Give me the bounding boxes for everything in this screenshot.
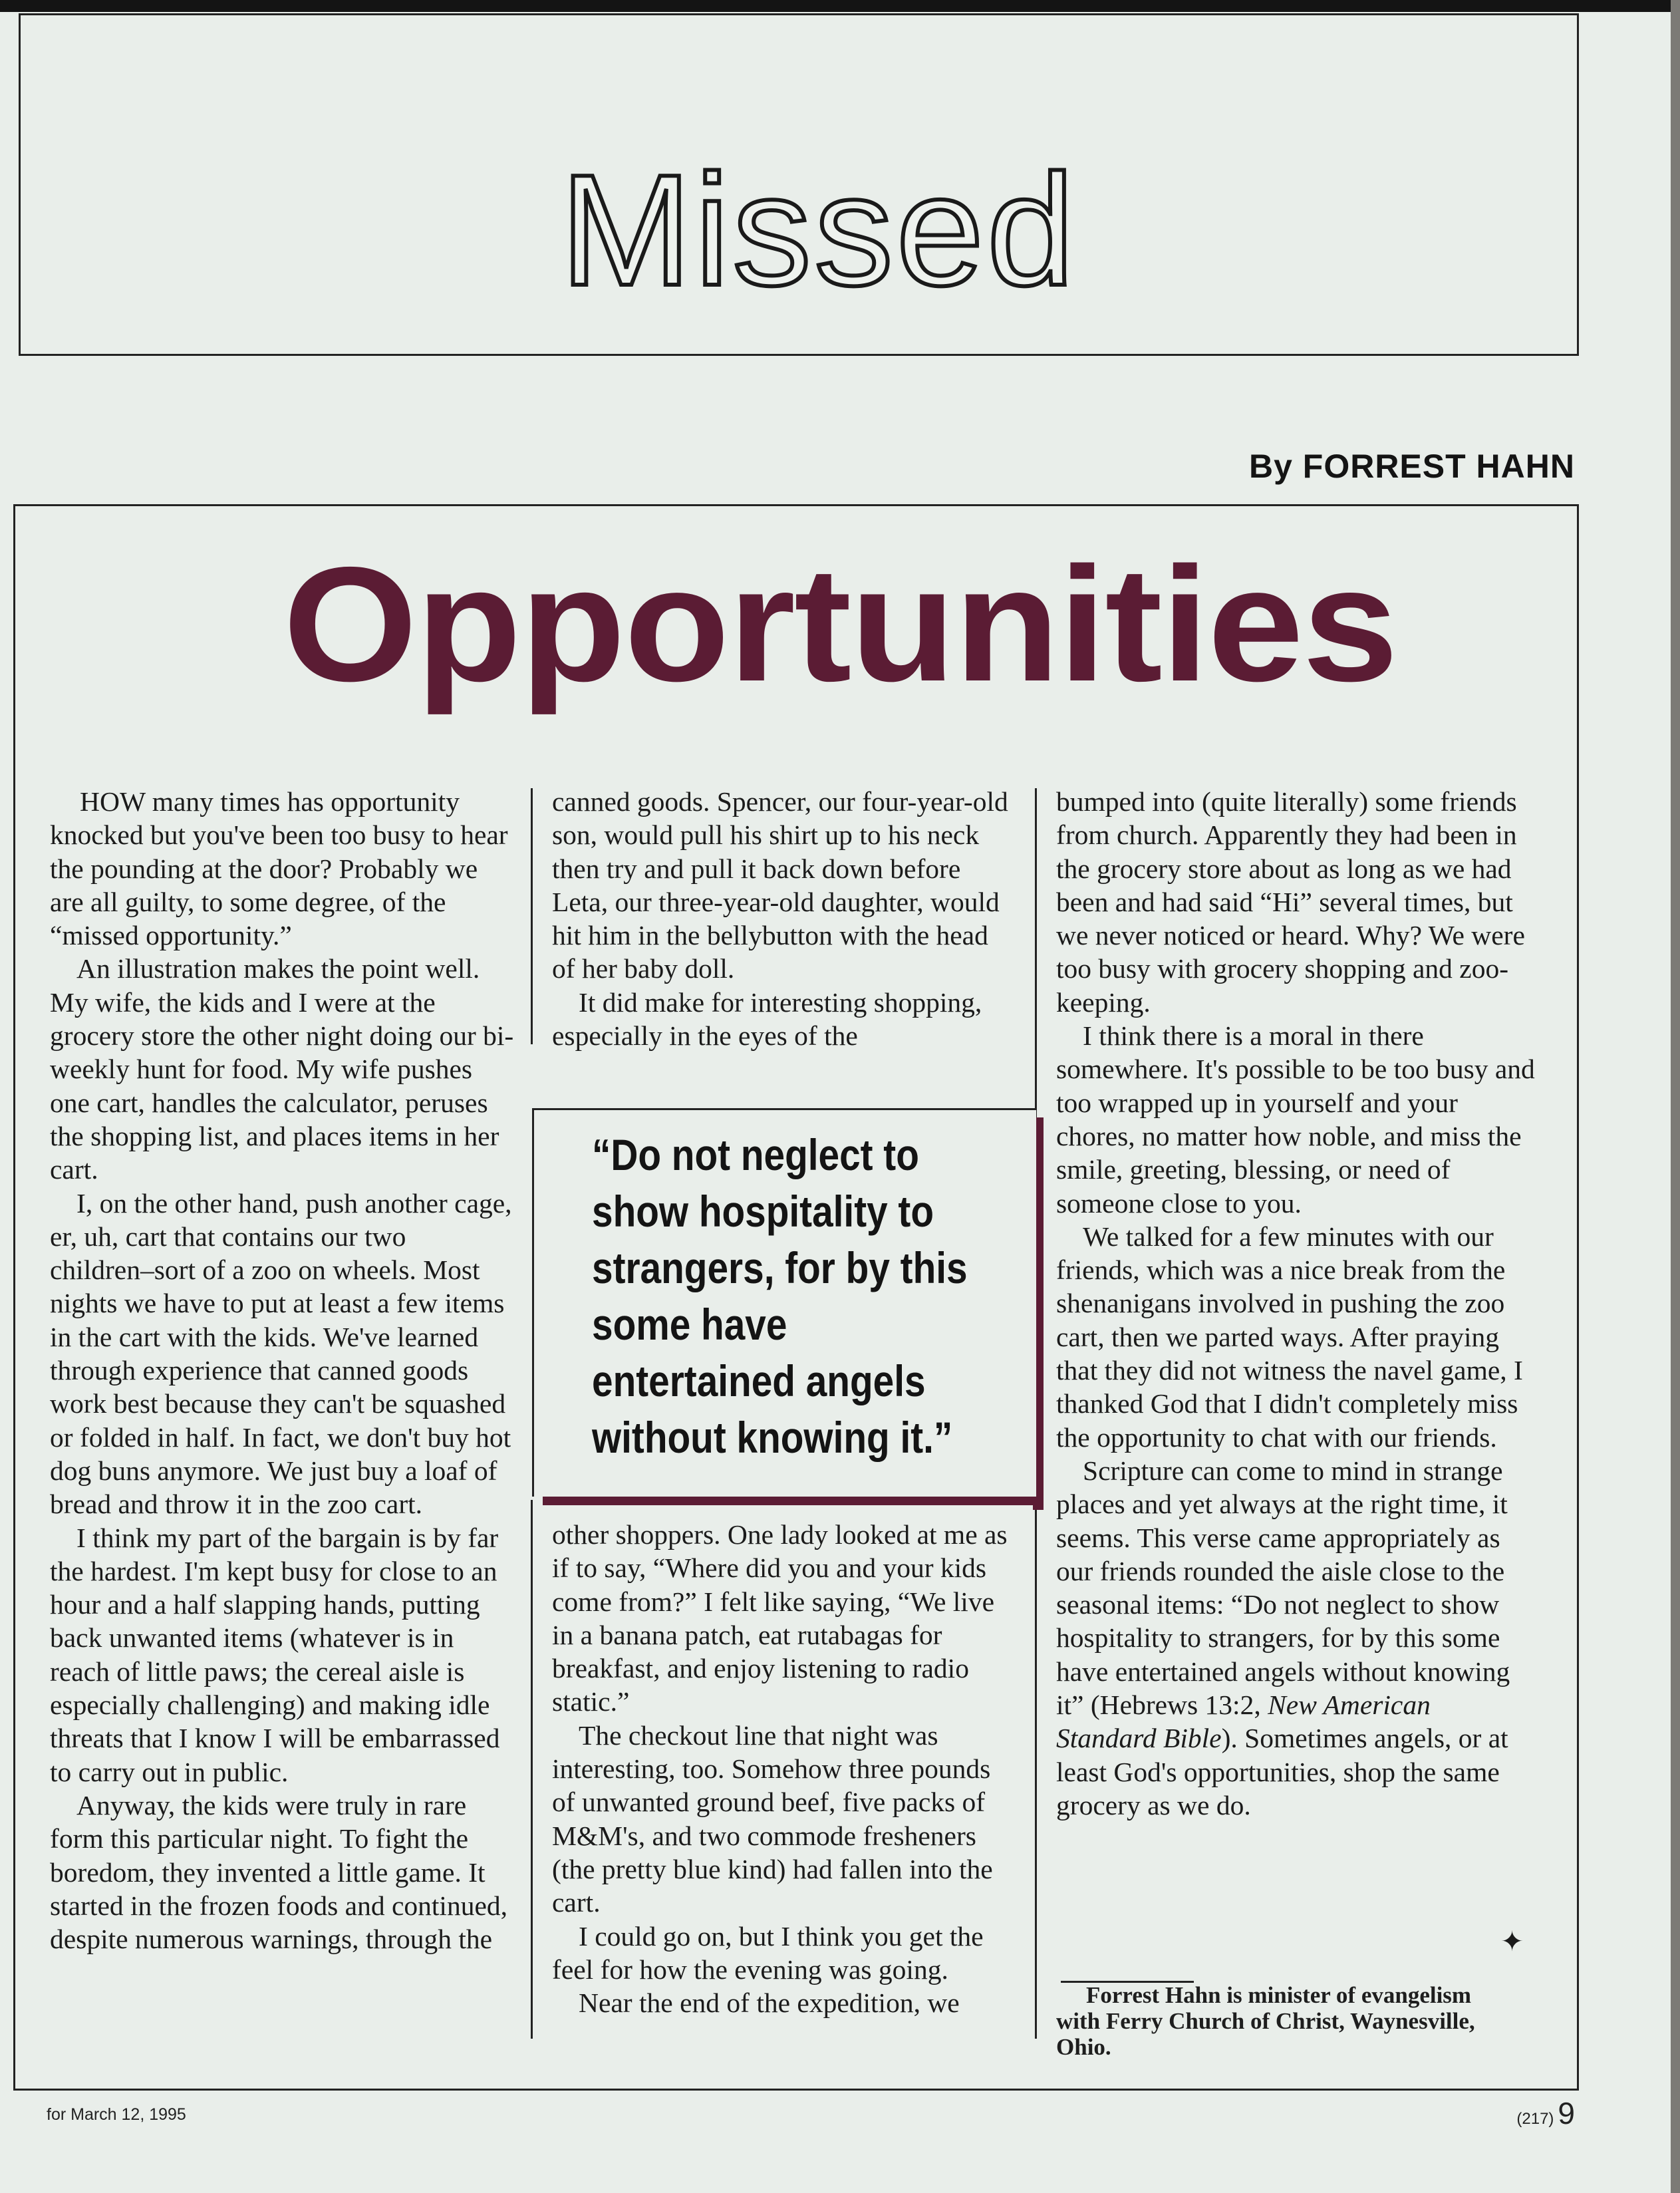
paragraph <box>1056 1454 1535 1822</box>
paragraph: Anyway, the kids were truly in rare form this particular night. To fight the boredom, they invented a little game. It started in the frozen foods and continued, despite numerous warnings, through the <box>50 1789 507 1955</box>
issue-date: for March 12, 1995 <box>47 2105 186 2124</box>
paragraph: other shoppers. One lady looked at me as if to say, “Where did you and your kids come from?” I felt like saying, “We live in a banana patch, eat rutabagas for breakfast, and enjoy listening to radio static.” <box>552 1519 1008 1717</box>
byline: By FORREST HAHN <box>1248 448 1575 485</box>
page-number: 9 <box>1558 2096 1575 2130</box>
paragraph: HOW many times has opportunity knocked but you've been too busy to hear the pounding at the door? Probably we are all guilty, to some degree, of the “missed opportunity.” <box>50 786 508 951</box>
paragraph: I think my part of the bargain is by far the hardest. I'm kept busy for close to an hour and a half slapping hands, putting back unwanted items (whatever is in reach of little paws; the cereal aisle is especially challenging) and making idle threats that I know I will be embarrassed to carry out in public. <box>50 1522 500 1787</box>
scan-top-edge <box>0 0 1680 12</box>
bio-line: Forrest Hahn is minister of evangelism <box>1086 1982 1472 2008</box>
column-1 <box>50 785 515 1956</box>
text-run: ). Sometimes angels, or at least God's opportunities, shop the same grocery as we do. <box>1056 1723 1508 1821</box>
bio-line: Ohio. <box>1056 2034 1111 2060</box>
paragraph: It did make for interesting shopping, especially in the eyes of the <box>552 986 982 1052</box>
paragraph: I could go on, but I think you get the feel for how the evening was going. <box>552 1920 984 1985</box>
page-footer <box>1516 2095 1575 2131</box>
headline-top-frame <box>19 13 1579 356</box>
scan-right-edge <box>1671 0 1680 2193</box>
paragraph: I, on the other hand, push another cage, er, uh, cart that contains our two children–sort of a zoo on wheels. Most nights we have to put at least a few items in the cart with the kids. We've learned through experience that canned goods work best because they can't be squashed or folded in half. In fact, we don't buy hot dog buns anymore. We just buy a loaf of bread and throw it in the zoo cart. <box>50 1187 512 1520</box>
page-code: (217) <box>1516 2110 1554 2128</box>
paragraph: canned goods. Spencer, our four-year-old son, would pull his shirt up to his neck then try and pull it back down before Leta, our three-year-old daughter, would hit him in the bellybutton with the head of her baby doll. <box>552 786 1008 984</box>
column-divider <box>531 1500 533 2039</box>
column-2-bottom <box>552 1518 1018 2019</box>
bible-version: New American Standard Bible <box>1056 1689 1431 1754</box>
column-3 <box>1056 785 1535 1822</box>
text-run: Scripture can come to mind in strange places and yet always at the right time, it seems. This verse came appropriately as our friends rounded the aisle close to the seasonal items: “Do not neglect to show hospitality to strangers, for by this some have entertained angels without knowing it” (Hebrews 13:2, <box>1056 1455 1510 1721</box>
paragraph: We talked for a few minutes with our friends, which was a nice break from the shenanigans involved in pushing the zoo cart, then we parted ways. After praying that they did not witness the navel game, I thanked God that I didn't completely miss the opportunity to chat with our friends. <box>1056 1221 1523 1453</box>
paragraph: The checkout line that night was interesting, too. Somehow three pounds of unwanted ground beef, five packs of M&M's, and two commode fresheners (the pretty blue kind) had fallen into the cart. <box>552 1719 993 1918</box>
column-divider <box>531 788 533 1044</box>
paragraph: Near the end of the expedition, we <box>579 1987 960 2019</box>
paragraph: An illustration makes the point well. My wife, the kids and I were at the grocery store the other night doing our bi-weekly hunt for food. My wife pushes one cart, handles the calculator, peruses the shopping list, and places items in her cart. <box>50 953 514 1185</box>
end-of-article-icon: ✦ <box>1500 1927 1524 1958</box>
paragraph: bumped into (quite literally) some friends from church. Apparently they had been in the grocery store about as long as we had been and had said “Hi” several times, but we never noticed or heard. Why? We were too busy with grocery shopping and zoo-keeping. <box>1056 786 1525 1018</box>
pull-quote-text: “Do not neglect to show hospitality to strangers, for by this some have entertained angels without knowing it.” <box>592 1130 968 1462</box>
paragraph: I think there is a moral in there somewhere. It's possible to be too busy and too wrapped up in yourself and your chores, no matter how noble, and miss the smile, greeting, blessing, or need of someone close to you. <box>1056 1020 1535 1219</box>
bio-line: with Ferry Church of Christ, Waynesville, <box>1056 2008 1475 2034</box>
author-bio <box>1056 1982 1522 2060</box>
column-2-top <box>552 785 1018 1052</box>
headline-missed: Missed <box>560 142 1077 319</box>
headline-opportunities: Opportunities <box>283 533 1397 715</box>
